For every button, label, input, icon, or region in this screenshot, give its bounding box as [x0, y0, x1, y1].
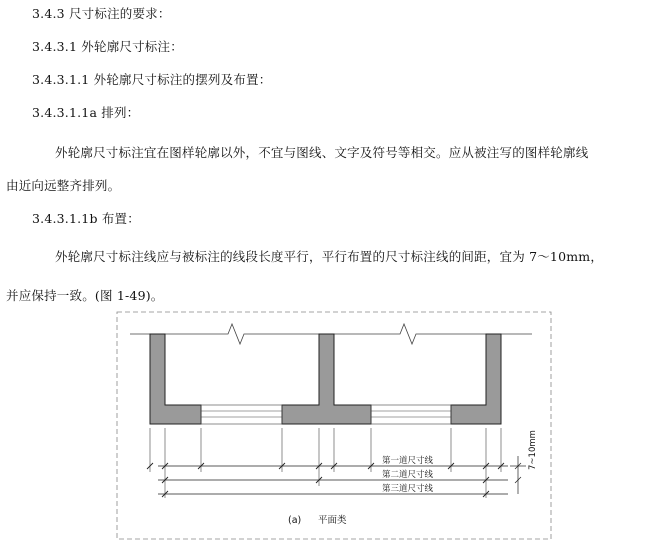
dimension-lines — [158, 466, 508, 494]
window-left — [201, 405, 282, 424]
figure-caption-index: (a) — [288, 515, 302, 526]
section-heading-arrangement: 3.4.3.1.1a 排列： — [32, 105, 140, 120]
figure-caption-text: 平面类 — [318, 515, 347, 526]
paragraph-arrangement-line-2: 由近向远整齐排列。 — [6, 178, 121, 193]
section-heading-3-4-3-1: 3.4.3.1 外轮廓尺寸标注： — [32, 39, 183, 54]
wall-middle — [282, 334, 371, 424]
section-heading-3-4-3: 3.4.3 尺寸标注的要求： — [32, 6, 171, 21]
section-heading-layout: 3.4.3.1.1b 布置： — [32, 211, 140, 226]
dim-label-1: 第一道尺寸线 — [382, 456, 434, 466]
wall-right — [451, 334, 501, 424]
dim-label-2: 第二道尺寸线 — [382, 470, 434, 480]
dim-label-3: 第三道尺寸线 — [382, 484, 434, 494]
spacing-indicator — [510, 456, 526, 494]
extension-lines — [150, 428, 501, 498]
paragraph-layout-line-2: 并应保持一致。(图 1-49)。 — [6, 288, 164, 303]
spacing-label: 7~10mm — [528, 430, 538, 470]
wall-left — [150, 334, 201, 424]
paragraph-layout-line-1: 外轮廓尺寸标注线应与被标注的线段长度平行，平行布置的尺寸标注线的间距，宜为 7～10mm， — [55, 249, 604, 264]
window-right — [371, 405, 451, 424]
section-heading-3-4-3-1-1: 3.4.3.1.1 外轮廓尺寸标注的摆列及布置： — [32, 72, 272, 87]
paragraph-arrangement-line-1: 外轮廓尺寸标注宜在图样轮廓以外，不宜与图线、文字及符号等相交。应从被注写的图样轮廓线 — [55, 145, 589, 160]
walls — [150, 334, 501, 424]
